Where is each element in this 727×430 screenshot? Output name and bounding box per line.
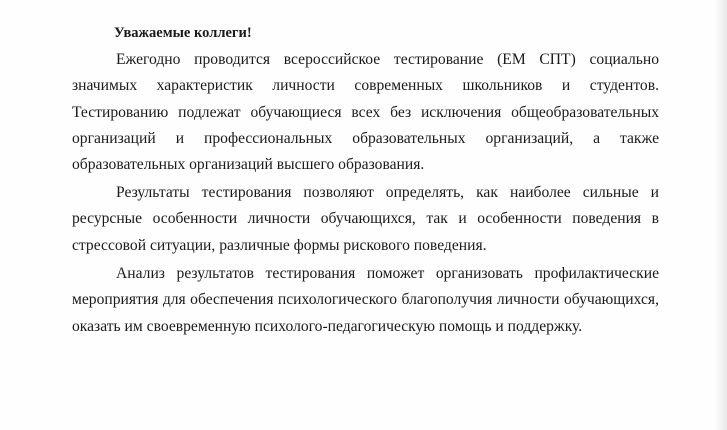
page-edge-shadow [713, 0, 727, 430]
paragraph-testing-intro: Ежегодно проводится всероссийское тестирование (ЕМ СПТ) социально значимых характеристик личности современных школьников и студентов. Тестированию подлежат обучающиеся всех без исключения общеобразовательных организаций и профессиональных образовательных организаций, а также образовательных организаций высшего образования. [72, 51, 659, 174]
letter-greeting: Уважаемые коллеги! [114, 25, 252, 41]
paragraph-testing-analysis: Анализ результатов тестирования поможет организовать профилактические мероприятия для обеспечения психологического благополучия личности обучающихся, оказать им своевременную психолого-педагогическую помощь и поддержку. [72, 265, 659, 335]
paragraph-testing-results: Результаты тестирования позволяют определять, как наиболее сильные и ресурсные особенности личности обучающихся, так и особенности поведения в стрессовой ситуации, различные формы рискового поведения. [72, 184, 659, 254]
